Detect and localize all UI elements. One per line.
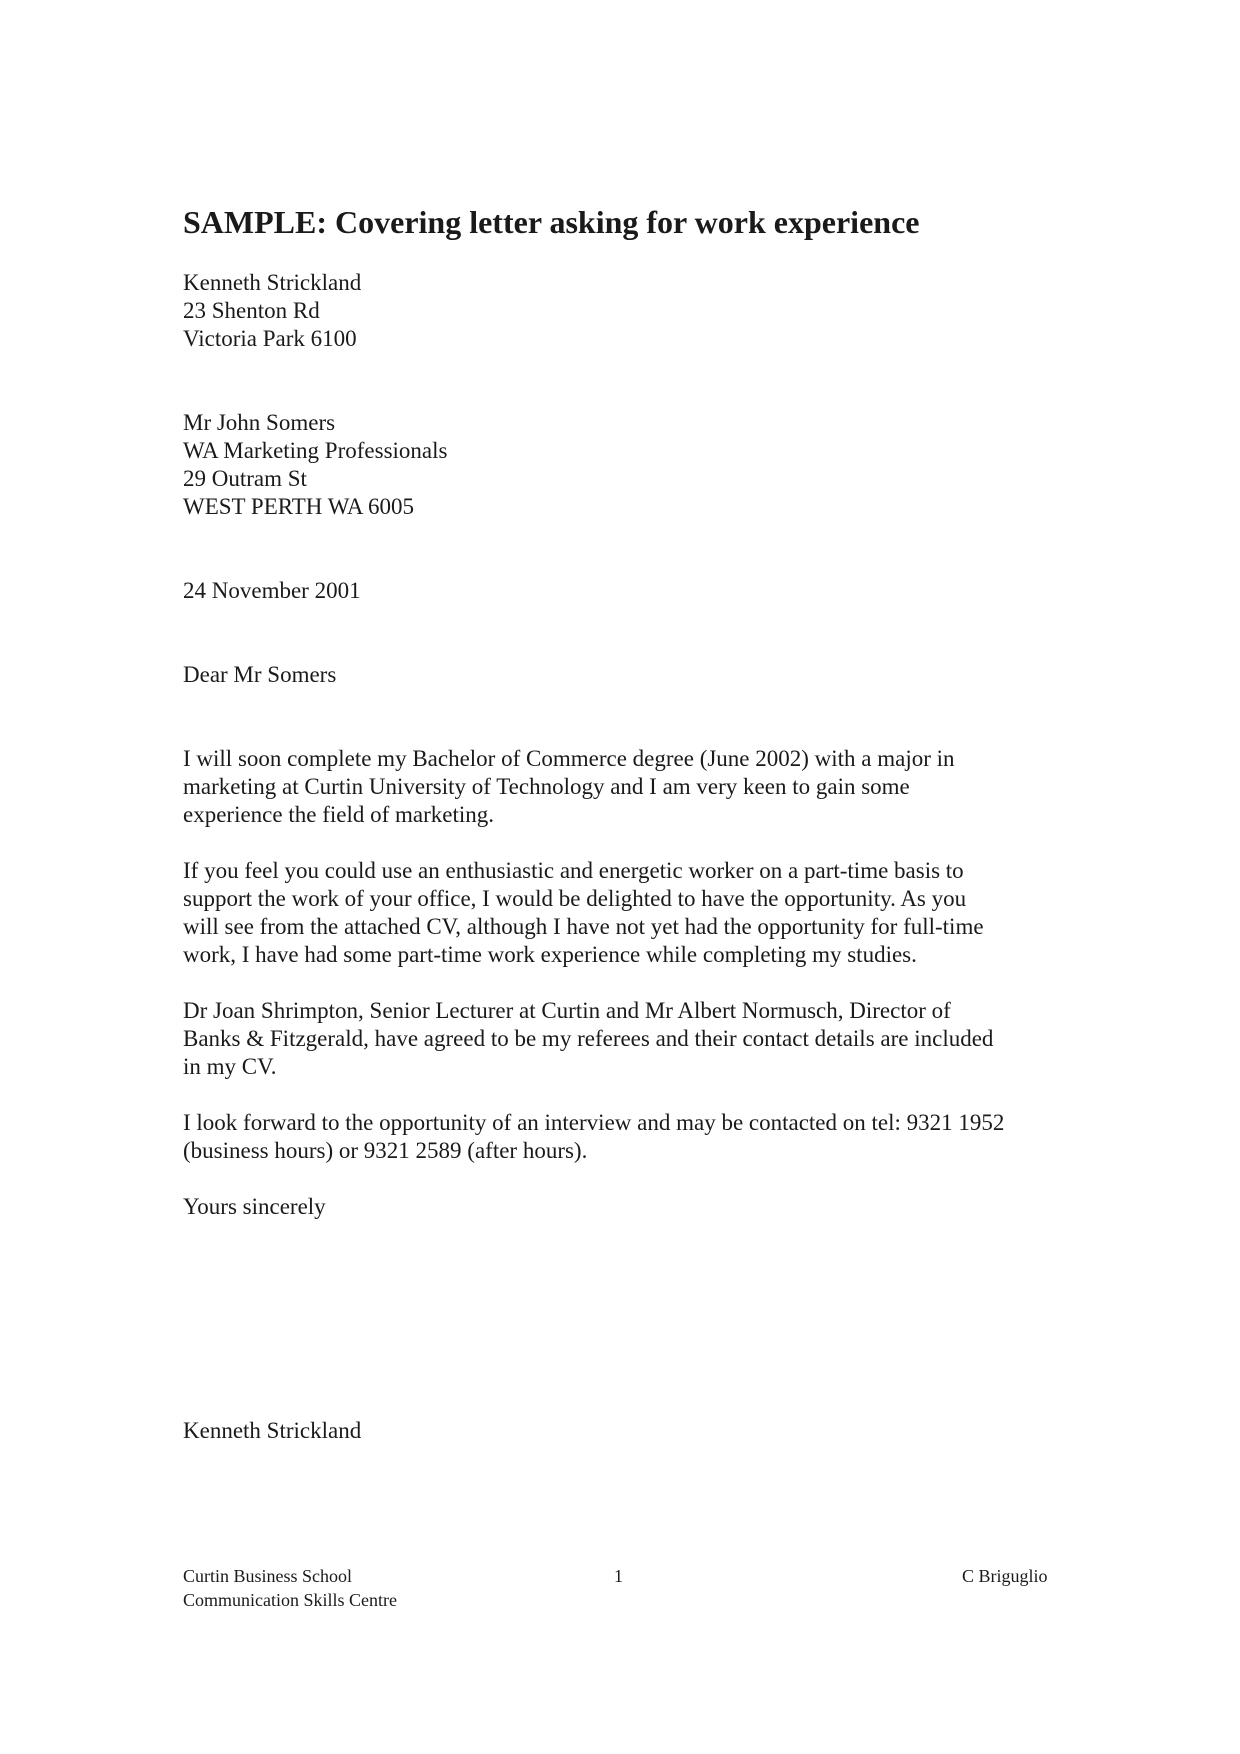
page-number-value: 1 [614, 1566, 623, 1586]
sender-address [183, 269, 361, 353]
paragraph-line: experience the field of marketing. [183, 802, 494, 827]
recipient-city: WEST PERTH WA 6005 [183, 494, 414, 519]
page-title: SAMPLE: Covering letter asking for work experience [183, 204, 920, 240]
paragraph-line: I will soon complete my Bachelor of Commerce degree (June 2002) with a major in [183, 746, 955, 771]
sender-suburb: Victoria Park 6100 [183, 326, 357, 351]
letter-date: 24 November 2001 [183, 578, 361, 603]
footer-right [962, 1564, 1048, 1588]
footer-school: Curtin Business School [183, 1566, 353, 1586]
paragraph-line: work, I have had some part-time work experience while completing my studies. [183, 942, 917, 967]
body-paragraph [183, 745, 955, 829]
paragraph-line: support the work of your office, I would be delighted to have the opportunity. As you [183, 886, 967, 911]
salutation: Dear Mr Somers [183, 662, 337, 687]
footer-centre: Communication Skills Centre [183, 1590, 397, 1610]
footer-author: C Briguglio [962, 1566, 1048, 1586]
paragraph-line: Dr Joan Shrimpton, Senior Lecturer at Curtin and Mr Albert Normusch, Director of [183, 998, 951, 1023]
paragraph-line: marketing at Curtin University of Technology and I am very keen to gain some [183, 774, 910, 799]
paragraph-line: I look forward to the opportunity of an interview and may be contacted on tel: 9321 1952 [183, 1110, 1005, 1135]
footer-left [183, 1564, 397, 1612]
closing: Yours sincerely [183, 1194, 326, 1219]
paragraph-line: If you feel you could use an enthusiastic and energetic worker on a part-time basis to [183, 858, 964, 883]
paragraph-line: Banks & Fitzgerald, have agreed to be my referees and their contact details are included [183, 1026, 994, 1051]
sender-name: Kenneth Strickland [183, 270, 362, 295]
paragraph-line: (business hours) or 9321 2589 (after hours). [183, 1138, 588, 1163]
recipient-address [183, 409, 447, 521]
recipient-street: 29 Outram St [183, 466, 307, 491]
body-paragraph [183, 1109, 1004, 1165]
recipient-company: WA Marketing Professionals [183, 438, 448, 463]
recipient-name: Mr John Somers [183, 410, 336, 435]
body-paragraph [183, 857, 984, 969]
paragraph-line: in my CV. [183, 1054, 277, 1079]
page-number [614, 1564, 623, 1588]
body-paragraph [183, 997, 993, 1081]
signature-name: Kenneth Strickland [183, 1418, 362, 1443]
sender-street: 23 Shenton Rd [183, 298, 320, 323]
paragraph-line: will see from the attached CV, although I have not yet had the opportunity for full-time [183, 914, 984, 939]
